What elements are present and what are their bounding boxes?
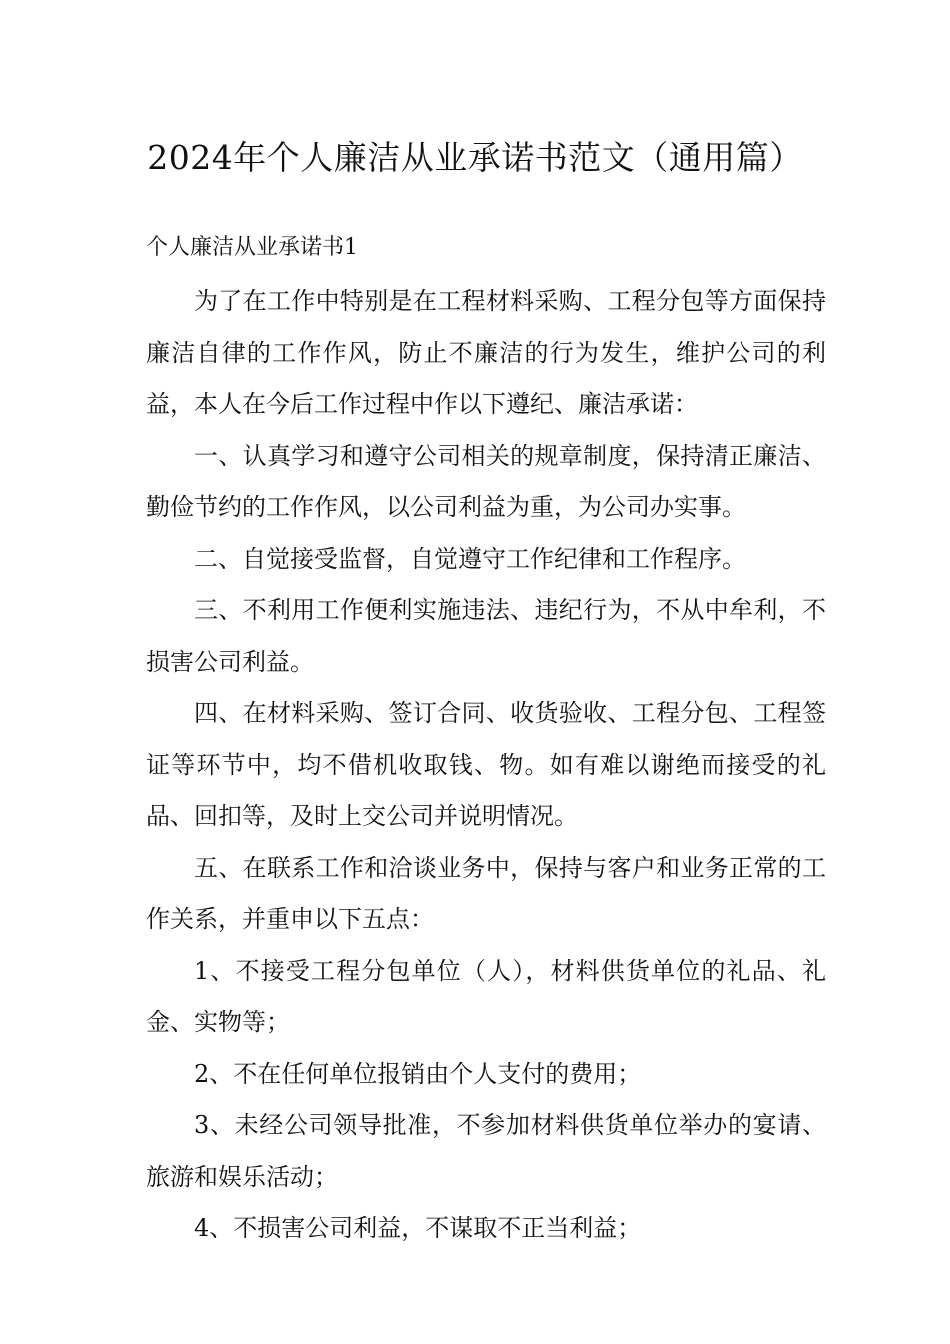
- document-body: [146, 276, 826, 1255]
- document-title: 2024年个人廉洁从业承诺书范文（通用篇）: [147, 138, 803, 177]
- paragraph-item-2: 二、自觉接受监督，自觉遵守工作纪律和工作程序。: [194, 544, 746, 573]
- section-heading: 个人廉洁从业承诺书1: [146, 235, 358, 260]
- paragraph-subitem-1: 1、不接受工程分包单位（人），材料供货单位的礼品、礼金、实物等；: [146, 956, 826, 1036]
- paragraph-item-1: 一、认真学习和遵守公司相关的规章制度，保持清正廉洁、勤俭节约的工作作风，以公司利益为重，为公司办实事。: [146, 441, 826, 521]
- paragraph-subitem-3: 3、未经公司领导批准，不参加材料供货单位举办的宴请、旅游和娱乐活动；: [146, 1111, 826, 1191]
- paragraph-subitem-4: 4、不损害公司利益，不谋取不正当利益；: [194, 1214, 642, 1242]
- paragraph-intro: 为了在工作中特别是在工程材料采购、工程分包等方面保持廉洁自律的工作作风，防止不廉洁的行为发生，维护公司的利益，本人在今后工作过程中作以下遵纪、廉洁承诺：: [146, 287, 826, 418]
- paragraph-item-3: 三、不利用工作便利实施违法、违纪行为，不从中牟利，不损害公司利益。: [146, 596, 826, 676]
- paragraph-subitem-2: 2、不在任何单位报销由个人支付的费用；: [194, 1059, 642, 1088]
- paragraph-item-4: 四、在材料采购、签订合同、收货验收、工程分包、工程签证等环节中，均不借机收取钱、物。如有难以谢绝而接受的礼品、回扣等，及时上交公司并说明情况。: [146, 699, 826, 830]
- paragraph-item-5: 五、在联系工作和洽谈业务中，保持与客户和业务正常的工作关系，并重申以下五点：: [146, 853, 826, 933]
